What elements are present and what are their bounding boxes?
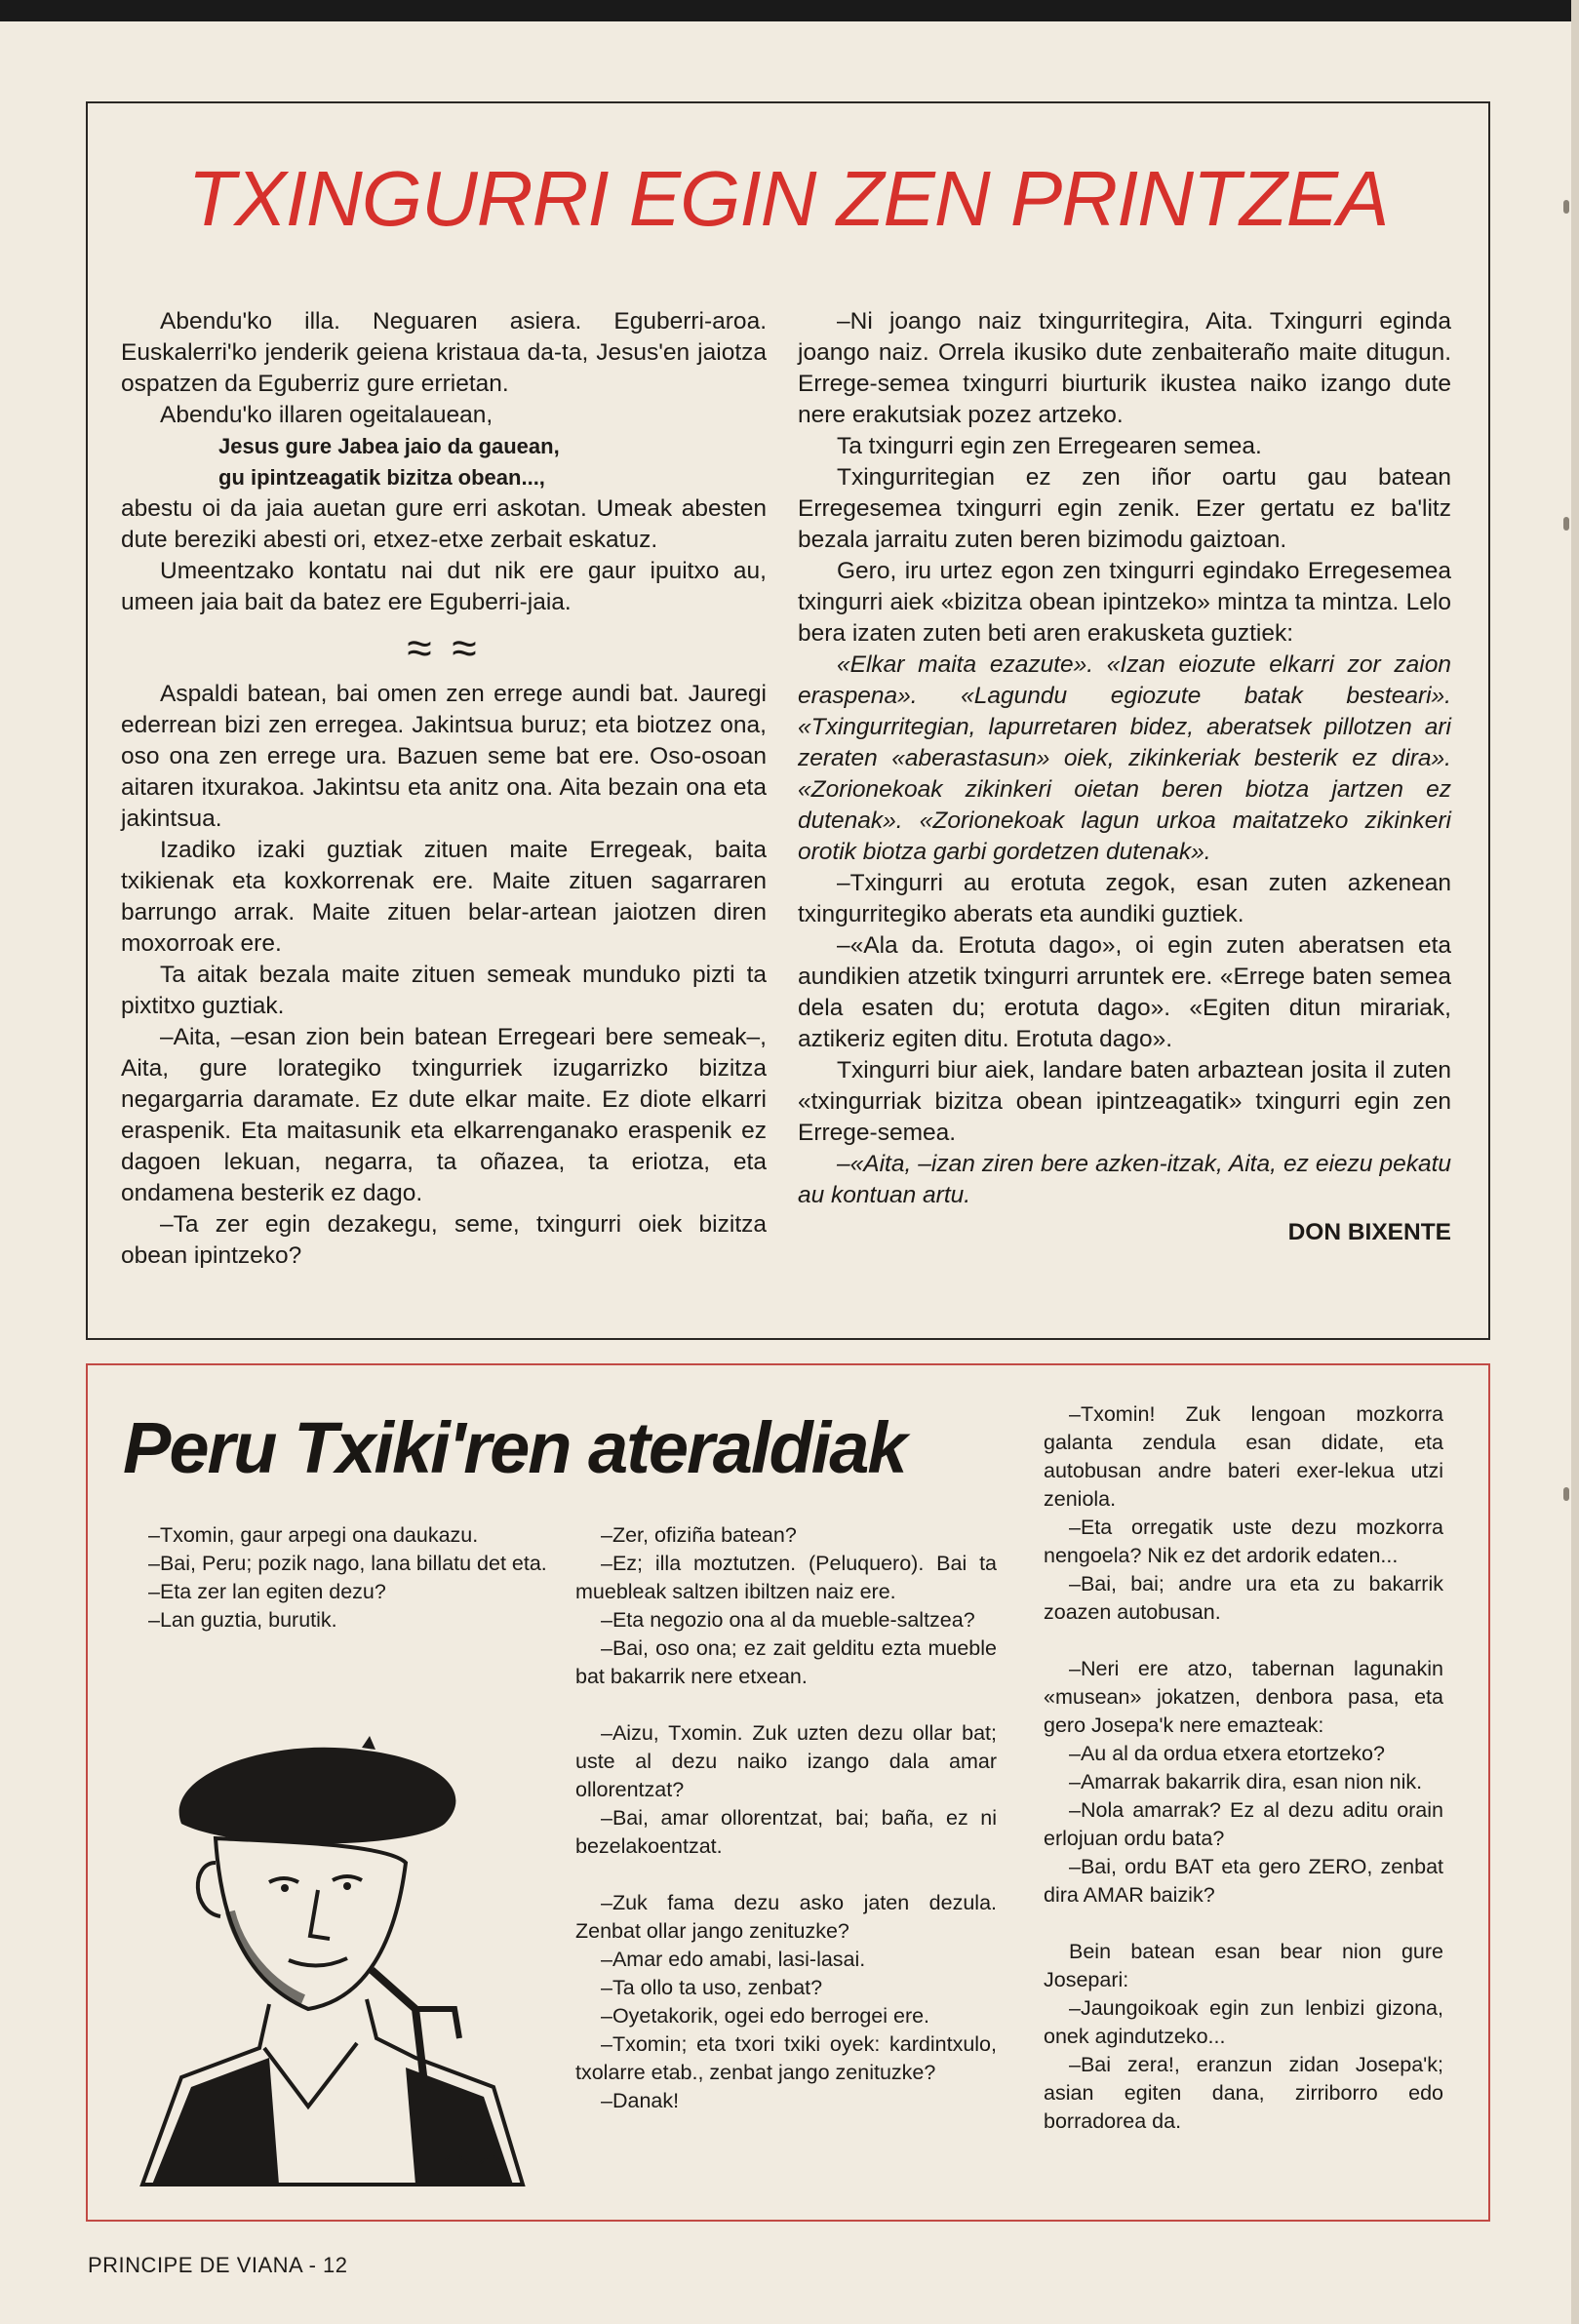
dialogue-line: –Bai, ordu BAT eta gero ZERO, zenbat dira AMAR baizik? (1044, 1855, 1443, 1907)
jokes-column-2 (575, 1521, 997, 2115)
edge-mark (1563, 200, 1569, 214)
dialogue-line: –Zer, ofiziña batean? (601, 1523, 797, 1547)
dialogue-line: –Ez; illa moztutzen. (Peluquero). Bai ta muebleak saltzen ibiltzen naiz ere. (575, 1552, 997, 1603)
paragraph: –«Aita, –izan ziren bere azken-itzak, Aita, ez eiezu pekatu au kontuan artu. (798, 1151, 1451, 1208)
paragraph: Txingurritegian ez zen iñor oartu gau batean Erregesemea txingurri egin zenik. Ezer gertatu ez ba'litz bezala jarraitu zuten beren bizimodu gaiztoan. (798, 464, 1451, 553)
dialogue-line: –Danak! (601, 2089, 680, 2112)
dialogue-line: –Neri ere atzo, tabernan lagunakin «musean» jokatzen, denbora pasa, eta gero Josepa'k nere emazteak: (1044, 1657, 1443, 1737)
article-title: Peru Txiki'ren ateraldiak (123, 1407, 906, 1488)
page-spine (1571, 0, 1579, 2324)
dialogue-line: –Jaungoikoak egin zun lenbizi gizona, onek agindutzeko... (1044, 1996, 1443, 2048)
dialogue-line: –Bai zera!, eranzun zidan Josepa'k; asian egiten dana, zirriborro edo borradorea da. (1044, 2053, 1443, 2133)
dialogue-line: –Nola amarrak? Ez al dezu aditu orain erlojuan ordu bata? (1044, 1798, 1443, 1850)
edge-mark (1563, 1487, 1569, 1501)
dialogue-line: –Bai, Peru; pozik nago, lana billatu det eta. (148, 1552, 547, 1575)
dialogue-line: –Eta orregatik uste dezu mozkorra nengoela? Nik ez det ardorik edaten... (1044, 1516, 1443, 1567)
paragraph: –«Ala da. Erotuta dago», oi egin zuten aberatsen eta aundikien atzetik txingurri arruntek ere. «Errege baten semea dela esaten du; erotuta dago». «Egiten ditun mirariak, aztikeriz egiten ditu. Erotuta dago». (798, 932, 1451, 1052)
dialogue-line: –Txomin! Zuk lengoan mozkorra galanta zendula esan didate, eta autobusan andre bateri exer-lekua utzi zeniola. (1044, 1402, 1443, 1511)
paragraph: –Aita, –esan zion bein batean Erregeari bere semeak–, Aita, gure lorategiko txingurriek izugarrizko bizitza negargarria daramate. Ez dute elkar maite. Ez diote elkarri eraspenik. Eta maitasunik eta elkarrenganako eraspenik ez dagoen lekuan, negarra, ta oñazea, ta eriotza, eta ondamena besterik ez dago. (121, 1024, 767, 1206)
section-divider-ornament: ≈ ≈ (407, 622, 481, 673)
paragraph-quotes: «Elkar maita ezazute». «Izan eiozute elkarri zor zaion eraspena». «Lagundu egiozute batak besteari». «Txingurritegian, lapurretaren bidez, aberatsek pillotzen ari zeraten «aberastasun» oiek, zikinkeriak besterik ez dira». «Zorionekoak zikinkeri oietan beren biotza jartzen ez dutenak». «Zorionekoak lagun urkoa maitatzeko zikinkeri orotik biotza garbi gordetzen dutenak». (798, 651, 1451, 865)
dialogue-line: –Bai, bai; andre ura eta zu bakarrik zoazen autobusan. (1044, 1572, 1443, 1624)
dialogue-line: –Oyetakorik, ogei edo berrogei ere. (601, 2004, 930, 2028)
paragraph: –Ta zer egin dezakegu, seme, txingurri oiek bizitza obean ipintzeko? (121, 1211, 767, 1269)
dialogue-line: –Bai, oso ona; ez zait gelditu ezta mueble bat bakarrik nere etxean. (575, 1636, 997, 1688)
dialogue-line: –Bai, amar ollorentzat, bai; baña, ez ni bezelakoentzat. (575, 1806, 997, 1858)
dialogue-line: –Amar edo amabi, lasi-lasai. (601, 1948, 866, 1971)
top-edge-bar (0, 0, 1579, 21)
edge-mark (1563, 517, 1569, 531)
paragraph: –Ni joango naiz txingurritegira, Aita. Txingurri eginda joango naiz. Orrela ikusiko dute zenbaiteraño maite ditugun. Errege-semea txingurri biurturik ikustea naiko izango dute nere erakutsiak pozez artzeko. (798, 308, 1451, 428)
jokes-column-1 (123, 1521, 573, 1635)
dialogue-line: –Txomin; eta txori txiki oyek: kardintxulo, txolarre etab., zenbat jango zenituzke? (575, 2032, 997, 2084)
paragraph: Umeentzako kontatu nai dut nik ere gaur ipuitxo au, umeen jaia bait da batez ere Eguberri-jaia. (121, 558, 767, 615)
dialogue-line: –Ta ollo ta uso, zenbat? (601, 1976, 823, 1999)
paragraph: –Txingurri au erotuta zegok, esan zuten azkenean txingurritegiko aberats eta aundiki guztiek. (798, 870, 1451, 927)
paragraph: Ta aitak bezala maite zituen semeak munduko pizti ta pixtitxo guztiak. (121, 962, 767, 1019)
jokes-column-3 (1044, 1400, 1443, 2136)
dialogue-line: –Au al da ordua etxera etortzeko? (1069, 1742, 1385, 1765)
article-title: TXINGURRI EGIN ZEN PRINTZEA (187, 155, 1389, 242)
dialogue-line: –Zuk fama dezu asko jaten dezula. Zenbat ollar jango zenituzke? (575, 1891, 997, 1943)
paragraph: Izadiko izaki guztiak zituen maite Erregeak, baita txikienak eta koxkorrenak ere. Maite zituen sagarraren barrungo arrak. Maite zituen belar-artean jaiotzen diren moxorroak ere. (121, 837, 767, 957)
dialogue-line: –Txomin, gaur arpegi ona daukazu. (148, 1523, 479, 1547)
page-footer: PRINCIPE DE VIANA - 12 (88, 2253, 348, 2277)
article-column-right (798, 306, 1451, 1248)
author-signature: DON BIXENTE (1287, 1219, 1451, 1245)
article-column-left (121, 306, 767, 1272)
paragraph: abestu oi da jaia auetan gure erri askotan. Umeak abesten dute bereziki abesti ori, etxez-etxe zerbait eskatuz. (121, 495, 767, 553)
paragraph: Txingurri biur aiek, landare baten arbaztean josita il zuten «txingurriak bizitza obean ipintzeagatik» txingurri egin zen Errege-semea. (798, 1057, 1451, 1146)
paragraph: Gero, iru urtez egon zen txingurri egindako Erregesemea txingurri aiek «bizitza obean ipintzeko» mintza ta mintza. Lelo bera izaten zuten beti aren erakusketa guztiek: (798, 558, 1451, 647)
article-box-txingurri (86, 101, 1490, 1340)
paragraph: Ta txingurri egin zen Erregearen semea. (837, 433, 1262, 459)
paragraph: Abendu'ko illaren ogeitalauean, (160, 402, 493, 428)
dialogue-line: –Lan guztia, burutik. (148, 1608, 337, 1632)
article-box-peru-txiki (86, 1363, 1490, 2222)
man-portrait-illustration (123, 1716, 542, 2194)
dialogue-line: –Amarrak bakarrik dira, esan nion nik. (1069, 1770, 1423, 1793)
dialogue-line: –Eta negozio ona al da mueble-saltzea? (601, 1608, 975, 1632)
verse-line: Jesus gure Jabea jaio da gauean, (218, 434, 560, 458)
dialogue-line: Bein batean esan bear nion gure Josepari: (1044, 1940, 1443, 1991)
verse-line: gu ipintzeagatik bizitza obean..., (218, 465, 545, 490)
paragraph: Aspaldi batean, bai omen zen errege aundi bat. Jauregi ederrean bizi zen erregea. Jakintsua buruz; eta biotzez ona, oso ona zen errege ura. Bazuen seme bat ere. Oso-osoan aitaren itxurakoa. Jakintsu eta anitz ona. Aita bezain ona eta jakintsua. (121, 681, 767, 832)
dialogue-line: –Eta zer lan egiten dezu? (148, 1580, 386, 1603)
dialogue-line: –Aizu, Txomin. Zuk uzten dezu ollar bat; uste al dezu naiko izango dala amar ollorentzat? (575, 1721, 997, 1801)
paragraph: Abendu'ko illa. Neguaren asiera. Eguberri-aroa. Euskalerri'ko jenderik geiena kristaua da-ta, Jesus'en jaiotza ospatzen da Eguberriz gure errietan. (121, 308, 767, 397)
